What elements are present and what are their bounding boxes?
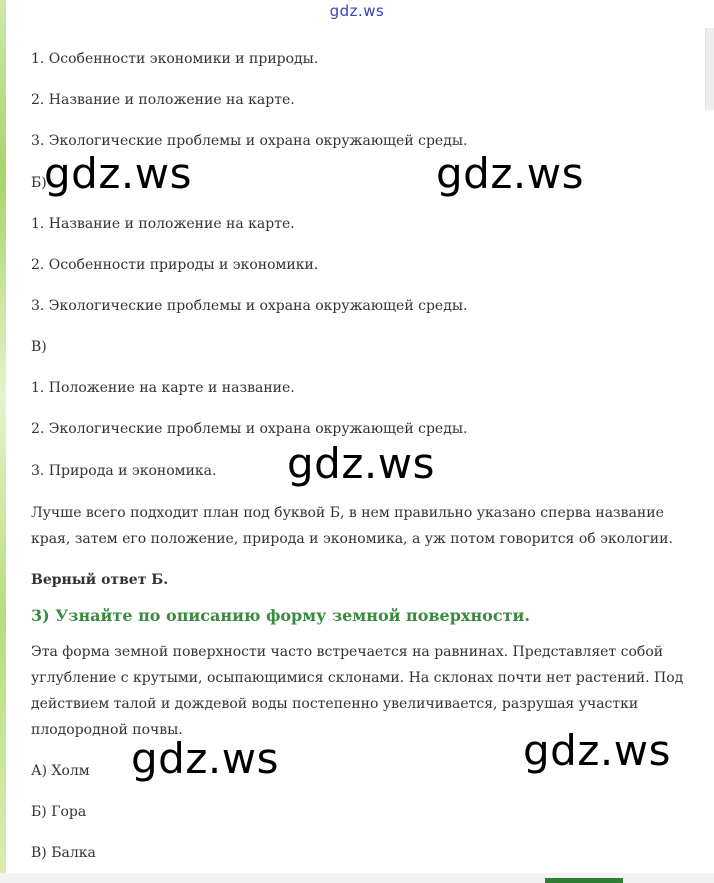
plan-a-item-1: 1. Особенности экономики и природы. (31, 51, 319, 67)
decorative-left-strip (0, 0, 6, 883)
plan-b-item-2: 2. Особенности природы и экономики. (31, 257, 319, 273)
plan-c-item-2: 2. Экологические проблемы и охрана окружающей среды. (31, 421, 468, 437)
scrollbar[interactable] (705, 28, 714, 110)
task-3-heading: 3) Узнайте по описанию форму земной поверхности. (31, 606, 530, 625)
bottom-action-button[interactable] (545, 878, 623, 883)
site-watermark: gdz.ws (329, 2, 385, 20)
watermark-logo: gdz.ws (523, 726, 671, 775)
plan-c-item-1: 1. Положение на карте и название. (31, 380, 295, 396)
answer-text: Верный ответ Б. (31, 572, 169, 588)
option-a: А) Холм (31, 763, 90, 779)
task-3-description: Эта форма земной поверхности часто встречается на равнинах. Представляет собой углубление с крутыми, осыпающимися склонами. На склонах почти нет растений. Под действием талой и дождевой воды постепенно увеличивается, разрушая участки плодородной почвы. (31, 644, 684, 738)
watermark-logo: gdz.ws (436, 149, 584, 198)
watermark-logo: gdz.ws (287, 439, 435, 488)
watermark-logo: gdz.ws (44, 149, 192, 198)
plan-a-item-3: 3. Экологические проблемы и охрана окружающей среды. (31, 133, 468, 149)
plan-b-label: Б) (31, 175, 47, 191)
watermark-logo: gdz.ws (131, 734, 279, 783)
option-b: Б) Гора (31, 804, 87, 820)
plan-a-item-2: 2. Название и положение на карте. (31, 92, 295, 108)
plan-c-label: В) (31, 339, 47, 355)
explanation-paragraph: Лучше всего подходит план под буквой Б, в нем правильно указано сперва название края, затем его положение, природа и экономика, а уж потом говорится об экологии. (31, 505, 673, 547)
plan-c-item-3: 3. Природа и экономика. (31, 463, 217, 479)
plan-b-item-3: 3. Экологические проблемы и охрана окружающей среды. (31, 298, 468, 314)
plan-b-item-1: 1. Название и положение на карте. (31, 216, 295, 232)
option-c: В) Балка (31, 845, 96, 861)
